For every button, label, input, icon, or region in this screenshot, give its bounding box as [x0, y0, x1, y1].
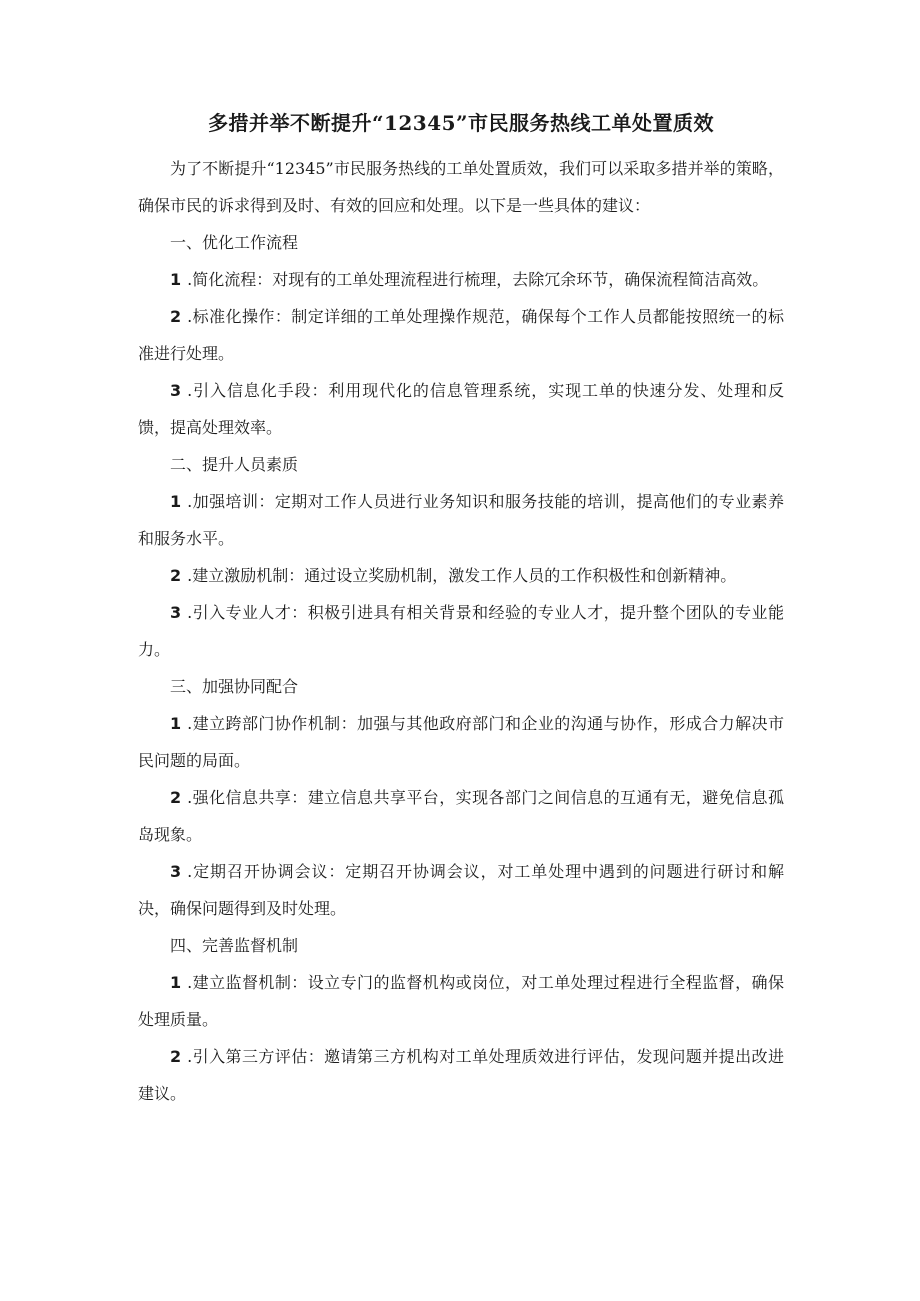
- section-heading: 三、加强协同配合: [170, 677, 299, 696]
- item-text: .建立激励机制：通过设立奖励机制，激发工作人员的工作积极性和创新精神。: [187, 566, 737, 585]
- section-heading: 二、提升人员素质: [170, 455, 299, 474]
- item-text: .引入专业人才：积极引进具有相关背景和经验的专业人才，提升整个团队的专业能力。: [138, 603, 784, 659]
- item-text: .强化信息共享：建立信息共享平台，实现各部门之间信息的互通有无，避免信息孤岛现象。: [138, 788, 784, 844]
- item-text: .引入第三方评估：邀请第三方机构对工单处理质效进行评估，发现问题并提出改进建议。: [138, 1047, 784, 1103]
- item-number: 2: [170, 1047, 182, 1066]
- item-text: .简化流程：对现有的工单处理流程进行梳理，去除冗余环节，确保流程简洁高效。: [187, 270, 769, 289]
- item-number: 2: [170, 788, 182, 807]
- item-number: 1: [170, 973, 182, 992]
- item-number: 2: [170, 307, 182, 326]
- section-1: [138, 224, 784, 446]
- item-number: 2: [170, 566, 182, 585]
- item-number: 3: [170, 603, 182, 622]
- item-number: 1: [170, 270, 182, 289]
- item-text: .加强培训：定期对工作人员进行业务知识和服务技能的培训，提高他们的专业素养和服务水平。: [138, 492, 784, 548]
- section-2: [138, 446, 784, 668]
- section-heading: 四、完善监督机制: [170, 936, 299, 955]
- item-number: 3: [170, 862, 182, 881]
- section-3: [138, 668, 784, 927]
- list-item: [138, 594, 784, 668]
- list-item: [138, 372, 784, 446]
- list-item: [138, 557, 784, 594]
- item-text: .建立跨部门协作机制：加强与其他政府部门和企业的沟通与协作，形成合力解决市民问题的局面。: [138, 714, 784, 770]
- item-text: .建立监督机制：设立专门的监督机构或岗位，对工单处理过程进行全程监督，确保处理质量。: [138, 973, 784, 1029]
- list-item: [138, 483, 784, 557]
- section-4: [138, 927, 784, 1112]
- item-number: 3: [170, 381, 182, 400]
- item-number: 1: [170, 492, 182, 511]
- list-item: [138, 705, 784, 779]
- document-page: [138, 108, 784, 1112]
- list-item: [138, 298, 784, 372]
- item-text: .定期召开协调会议：定期召开协调会议，对工单处理中遇到的问题进行研讨和解决，确保问题得到及时处理。: [138, 862, 784, 918]
- list-item: [138, 779, 784, 853]
- list-item: [138, 261, 784, 298]
- item-text: .引入信息化手段：利用现代化的信息管理系统，实现工单的快速分发、处理和反馈，提高处理效率。: [138, 381, 784, 437]
- document-title: 多措并举不断提升“12345”市民服务热线工单处置质效: [207, 111, 715, 135]
- item-number: 1: [170, 714, 182, 733]
- section-heading: 一、优化工作流程: [170, 233, 299, 252]
- list-item: [138, 964, 784, 1038]
- list-item: [138, 1038, 784, 1112]
- item-text: .标准化操作：制定详细的工单处理操作规范，确保每个工作人员都能按照统一的标准进行处理。: [138, 307, 784, 363]
- intro-paragraph: 为了不断提升“12345”市民服务热线的工单处置质效，我们可以采取多措并举的策略，确保市民的诉求得到及时、有效的回应和处理。以下是一些具体的建议：: [138, 159, 784, 215]
- list-item: [138, 853, 784, 927]
